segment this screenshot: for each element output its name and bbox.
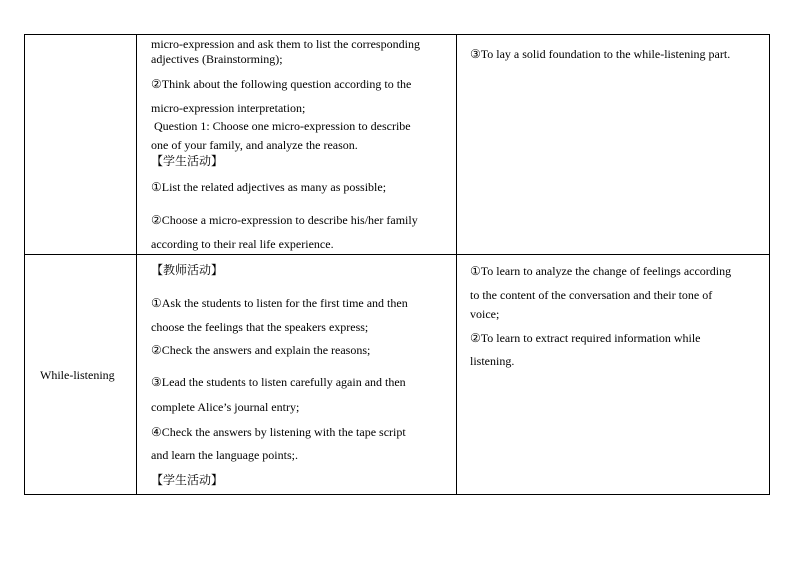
column-divider-1: [136, 34, 137, 495]
purpose-line: ①To learn to analyze the change of feelings according: [470, 264, 732, 278]
purpose-line: to the content of the conversation and their tone of: [470, 288, 713, 302]
purpose-line: ②To learn to extract required information while: [470, 331, 701, 345]
activity-line: ①Ask the students to listen for the first time and then: [151, 296, 408, 310]
activity-line: ②Think about the following question according to the: [151, 77, 412, 91]
activity-line: micro-expression and ask them to list the corresponding: [151, 37, 420, 51]
student-activity-heading: 【学生活动】: [151, 473, 224, 487]
activity-line: adjectives (Brainstorming);: [151, 52, 283, 66]
activity-line: ④Check the answers by listening with the tape script: [151, 425, 406, 439]
activity-line: Question 1: Choose one micro-expression to describe: [154, 119, 411, 133]
activity-line: ②Check the answers and explain the reasons;: [151, 343, 371, 357]
teacher-activity-heading: 【教师活动】: [151, 263, 224, 277]
column-divider-2: [456, 34, 457, 495]
student-activity-heading: 【学生活动】: [151, 154, 224, 168]
purpose-line: voice;: [470, 307, 500, 321]
table-left-border: [24, 34, 25, 495]
activity-line: according to their real life experience.: [151, 237, 334, 251]
purpose-line: ③To lay a solid foundation to the while-listening part.: [470, 47, 731, 61]
activity-line: ①List the related adjectives as many as possible;: [151, 180, 387, 194]
activity-line: and learn the language points;.: [151, 448, 298, 462]
activity-line: ②Choose a micro-expression to describe his/her family: [151, 213, 418, 227]
activity-line: one of your family, and analyze the reason.: [151, 138, 358, 152]
activity-line: micro-expression interpretation;: [151, 101, 306, 115]
activity-line: complete Alice’s journal entry;: [151, 400, 300, 414]
activity-line: ③Lead the students to listen carefully again and then: [151, 375, 406, 389]
stage-label: While-listening: [40, 368, 115, 382]
purpose-line: listening.: [470, 354, 515, 368]
table-right-border: [769, 34, 770, 495]
activity-line: choose the feelings that the speakers express;: [151, 320, 369, 334]
